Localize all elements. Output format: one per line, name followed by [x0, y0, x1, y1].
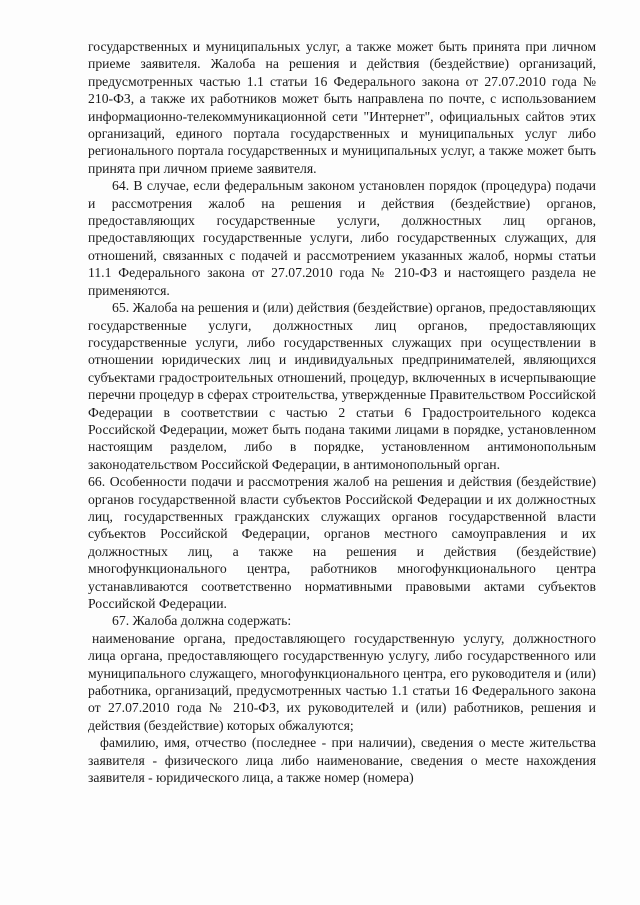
list-item-applicant-name: фамилию, имя, отчество (последнее - при наличии), сведения о месте жительства заявителя - физического лица либо наименование, сведения о месте нахождения заявителя - юридического лица, а также номер (номера) [88, 735, 596, 786]
paragraph-67: 67. Жалоба должна содержать: [112, 613, 292, 629]
paragraph-65: 65. Жалоба на решения и (или) действия (бездействие) органов, предоставляющих государственные услуги, должностных лиц органов, предоставляющих государственные услуги, либо государственных служащих при осуществлении в отношении юридических лиц и индивидуальных предпринимателей, являющихся субъектами градостроительных отношений, процедур, включенных в исчерпывающие перечни процедур в сферах строительства, утвержденные Правительством Российской Федерации в соответствии с частью 2 статьи 6 Градостроительного кодекса Российской Федерации, может быть подана такими лицами в порядке, установленном настоящим разделом, либо в порядке, установленном антимонопольным законодательством Российской Федерации, в антимонопольный орган. [88, 300, 596, 472]
paragraph-66: 66. Особенности подачи и рассмотрения жалоб на решения и действия (бездействие) органов государственной власти субъектов Российской Федерации и их должностных лиц, государственных гражданских служащих органов государственной власти субъектов Российской Федерации, органов местного самоуправления и их должностных лиц, а также на решения и действия (бездействие) многофункционального центра, работников многофункционального центра устанавливаются соответственно нормативными правовыми актами субъектов Российской Федерации. [88, 474, 596, 611]
document-body [88, 38, 596, 786]
list-item-organ-name: наименование органа, предоставляющего государственную услугу, должностного лица органа, предоставляющего государственную услугу, либо государственного или муниципального служащего, многофункционального центра, его руководителя и (или) работника, организаций, предусмотренных частью 1.1 статьи 16 Федерального закона от 27.07.2010 года № 210-ФЗ, их руководителей и (или) работников, решения и действия (бездействие) которых обжалуются; [88, 630, 596, 733]
paragraph-64: 64. В случае, если федеральным законом установлен порядок (процедура) подачи и рассмотрения жалоб на решения и действия (бездействие) органов, предоставляющих государственные услуги, должностных лиц органов, предоставляющих государственные услуги, либо государственных служащих, для отношений, связанных с подачей и рассмотрением указанных жалоб, нормы статьи 11.1 Федерального закона от 27.07.2010 года № 210-ФЗ и настоящего раздела не применяются. [88, 178, 596, 298]
paragraph-63-continuation: государственных и муниципальных услуг, а также может быть принята при личном приеме заявителя. Жалоба на решения и действия (бездействие) организаций, предусмотренных частью 1.1 статьи 16 Федерального закона от 27.07.2010 года № 210-ФЗ, а также их работников может быть направлена по почте, с использованием информационно-телекоммуникационной сети "Интернет", официальных сайтов этих организаций, единого портала государственных и муниципальных услуг либо регионального портала государственных и муниципальных услуг, а также может быть принята при личном приеме заявителя. [88, 39, 596, 176]
